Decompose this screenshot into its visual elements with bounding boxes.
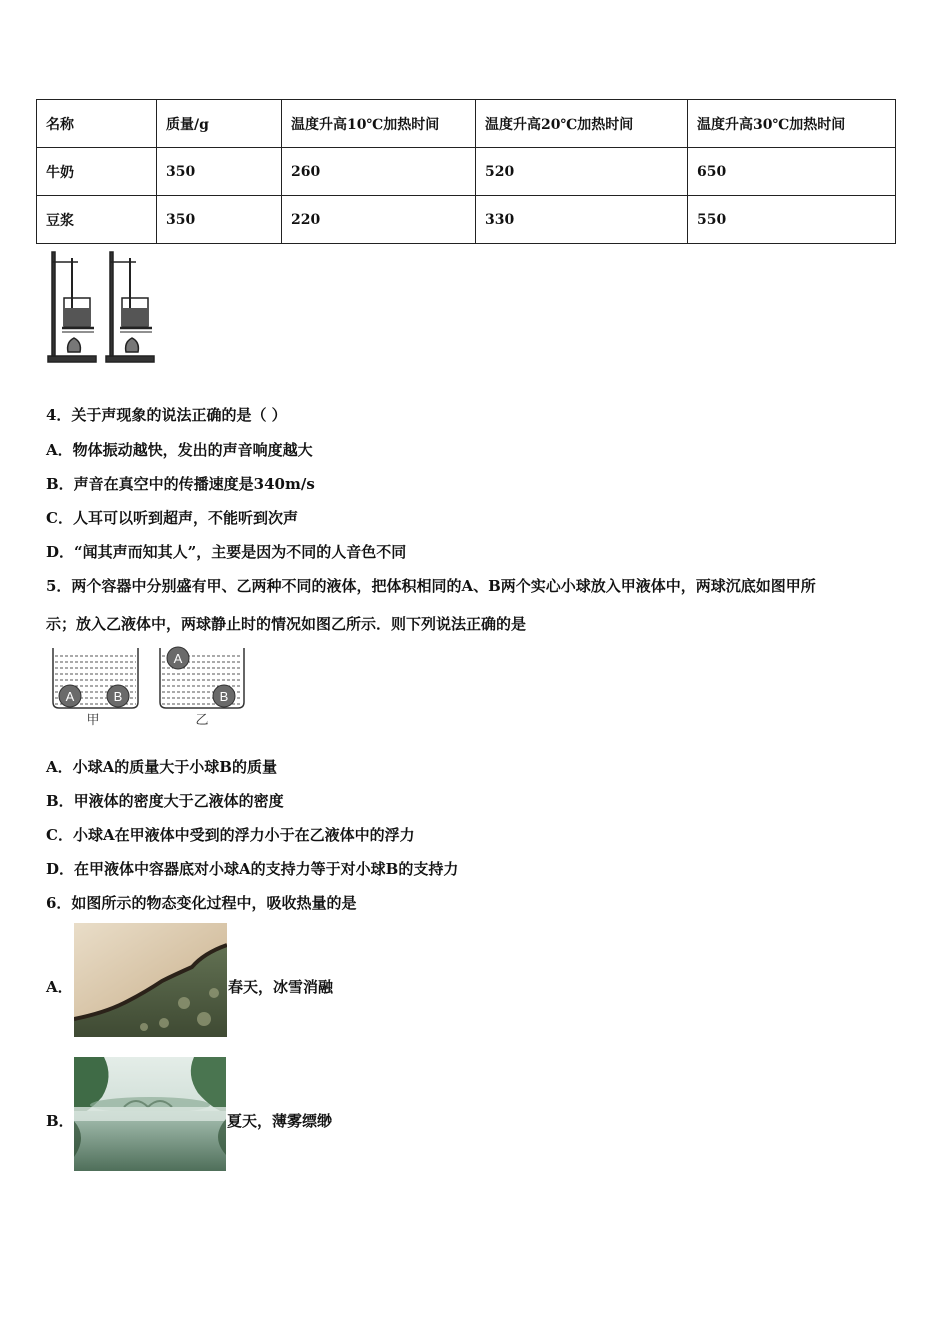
table-cell: 260 (282, 148, 476, 196)
table-cell: 330 (476, 196, 688, 244)
table-cell: 520 (476, 148, 688, 196)
data-table (36, 99, 896, 244)
question-6-option-b-letter: B． (46, 1112, 74, 1130)
question-4-option-c: C．人耳可以听到超声，不能听到次声 (46, 509, 298, 527)
table-cell: 350 (157, 148, 282, 196)
question-4-option-d: D．“闻其声而知其人”，主要是因为不同的人音色不同 (46, 543, 407, 561)
apparatus-right (106, 252, 154, 362)
question-4-stem: 4．关于声现象的说法正确的是（ ） (46, 406, 287, 424)
container-jia-label: 甲 (86, 713, 100, 728)
melting-ice-photo (74, 923, 227, 1037)
question-5-option-a: A．小球A的质量大于小球B的质量 (46, 758, 277, 776)
question-5-option-c: C．小球A在甲液体中受到的浮力小于在乙液体中的浮力 (46, 826, 415, 844)
question-4-option-b: B．声音在真空中的传播速度是340m/s (46, 475, 315, 493)
table-row (37, 148, 896, 196)
misty-lake-photo (74, 1057, 226, 1171)
table-header-cell: 温度升高20℃加热时间 (476, 100, 688, 148)
container-yi-label: 乙 (195, 713, 209, 728)
table-header-cell: 名称 (37, 100, 157, 148)
table-header-cell: 温度升高10℃加热时间 (282, 100, 476, 148)
ball-b-label: B (113, 689, 123, 704)
ball-a-label: A (65, 689, 75, 704)
apparatus-left (48, 252, 96, 362)
table-cell: 牛奶 (37, 148, 157, 196)
container-yi (160, 647, 244, 728)
question-4-option-a: A．物体振动越快，发出的声音响度越大 (46, 441, 313, 459)
table-cell: 220 (282, 196, 476, 244)
question-5-option-b: B．甲液体的密度大于乙液体的密度 (46, 792, 284, 810)
table-row (37, 196, 896, 244)
table-cell: 550 (688, 196, 896, 244)
ball-b-label: B (219, 689, 229, 704)
question-6-option-b-caption: 夏天，薄雾缥缈 (227, 1112, 333, 1130)
table-cell: 650 (688, 148, 896, 196)
table-header-cell: 质量/g (157, 100, 282, 148)
question-6-option-a-letter: A． (46, 978, 73, 996)
containers-figure (48, 644, 248, 728)
question-5-option-d: D．在甲液体中容器底对小球A的支持力等于对小球B的支持力 (46, 860, 459, 878)
table-cell: 350 (157, 196, 282, 244)
question-6-option-a-caption: 春天，冰雪消融 (228, 978, 334, 996)
question-5-stem-line1: 5．两个容器中分别盛有甲、乙两种不同的液体，把体积相同的A、B两个实心小球放入甲液体中，两球沉底如图甲所 (46, 577, 816, 595)
table-header-cell: 温度升高30℃加热时间 (688, 100, 896, 148)
heating-apparatus-figure (44, 248, 160, 366)
container-jia (53, 648, 138, 728)
table-cell: 豆浆 (37, 196, 157, 244)
table-header-row (37, 100, 896, 148)
ball-a-label: A (173, 651, 183, 666)
question-6-stem: 6．如图所示的物态变化过程中，吸收热量的是 (46, 894, 357, 912)
question-5-stem-line2: 示；放入乙液体中，两球静止时的情况如图乙所示．则下列说法正确的是 (46, 615, 527, 633)
